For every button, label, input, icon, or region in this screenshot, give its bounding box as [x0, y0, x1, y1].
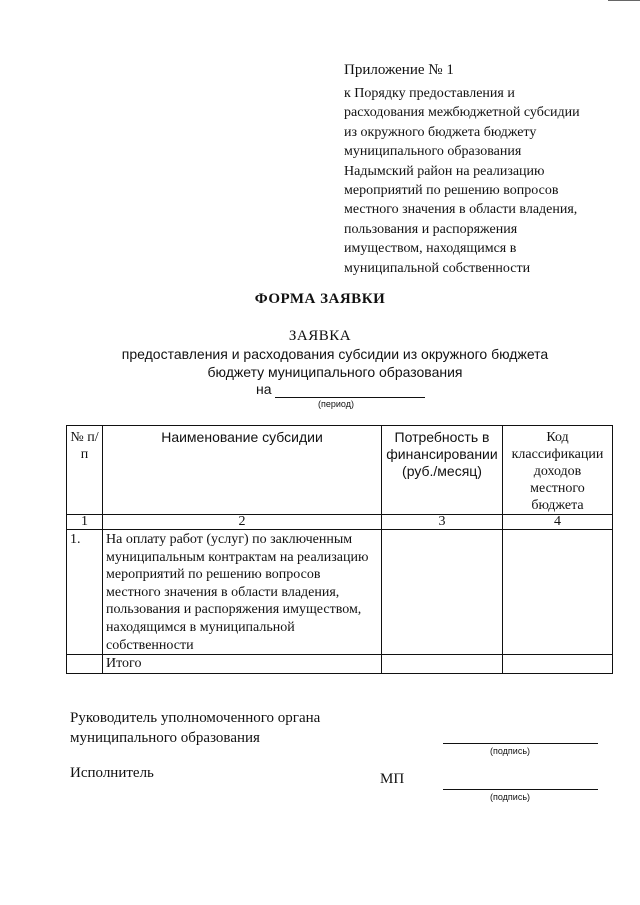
stamp-place-label: МП	[380, 771, 405, 787]
column-number: 4	[503, 515, 613, 530]
appendix-line: мероприятий по решению вопросов	[344, 183, 559, 199]
row-subsidy-name: На оплату работ (услуг) по заключенным муниципальным контрактам на реализацию мероприятий по решению вопросов местного значения в области владения, пользования и распоряжения имуществом, находящимся в муниципальной собственности	[103, 530, 382, 655]
total-label: Итого	[103, 655, 382, 674]
appendix-line: муниципальной собственности	[344, 260, 531, 276]
signature-caption-executor: (подпись)	[490, 792, 531, 802]
signature-line-executor[interactable]	[443, 789, 598, 790]
appendix-line: муниципального образования	[344, 144, 522, 160]
scan-edge-mark	[608, 0, 640, 5]
signature-caption-head: (подпись)	[490, 746, 531, 756]
appendix-title: Приложение № 1	[344, 62, 454, 78]
executor-label: Исполнитель	[70, 765, 154, 781]
application-subtitle	[0, 345, 640, 381]
appendix-line: расходования межбюджетной субсидии	[344, 105, 580, 121]
form-heading: ФОРМА ЗАЯВКИ	[254, 291, 386, 307]
header-subsidy-name: Наименование субсидии	[103, 426, 382, 515]
appendix-line: из окружного бюджета бюджету	[344, 124, 537, 140]
appendix-line: местного значения в области владения,	[344, 202, 578, 218]
table-header-row	[67, 426, 613, 515]
period-prefix: на	[256, 381, 272, 397]
signer-line: Руководитель уполномоченного органа	[70, 710, 321, 726]
column-number-row	[67, 515, 613, 530]
signature-line-head[interactable]	[443, 743, 598, 744]
appendix-line: имуществом, находящимся в	[344, 241, 517, 257]
header-num: № п/п	[67, 426, 103, 515]
total-income-code[interactable]	[503, 655, 613, 674]
column-number: 1	[67, 515, 103, 530]
appendix-line: пользования и распоряжения	[344, 221, 518, 237]
total-funding-need[interactable]	[382, 655, 503, 674]
subtitle-line: бюджету муниципального образования	[207, 364, 463, 380]
total-num-cell	[67, 655, 103, 674]
period-fill-line	[275, 397, 425, 398]
header-funding-need: Потребность в финансировании (руб./месяц)	[382, 426, 503, 515]
header-income-code: Код классификации доходов местного бюджета	[503, 426, 613, 515]
appendix-reference	[344, 84, 614, 278]
row-num: 1.	[67, 530, 103, 655]
total-row	[67, 655, 613, 674]
request-table	[66, 425, 613, 674]
subtitle-line: предоставления и расходования субсидии из окружного бюджета	[121, 346, 549, 362]
row-funding-need[interactable]	[382, 530, 503, 655]
appendix-line: Надымский район на реализацию	[344, 163, 545, 179]
appendix-line: к Порядку предоставления и	[344, 86, 515, 101]
period-caption: (период)	[318, 399, 354, 409]
column-number: 2	[103, 515, 382, 530]
column-number: 3	[382, 515, 503, 530]
signer-title	[70, 708, 320, 748]
table-row	[67, 530, 613, 655]
application-title: ЗАЯВКА	[288, 328, 352, 344]
signer-line: муниципального образования	[70, 730, 260, 746]
row-income-code[interactable]	[503, 530, 613, 655]
